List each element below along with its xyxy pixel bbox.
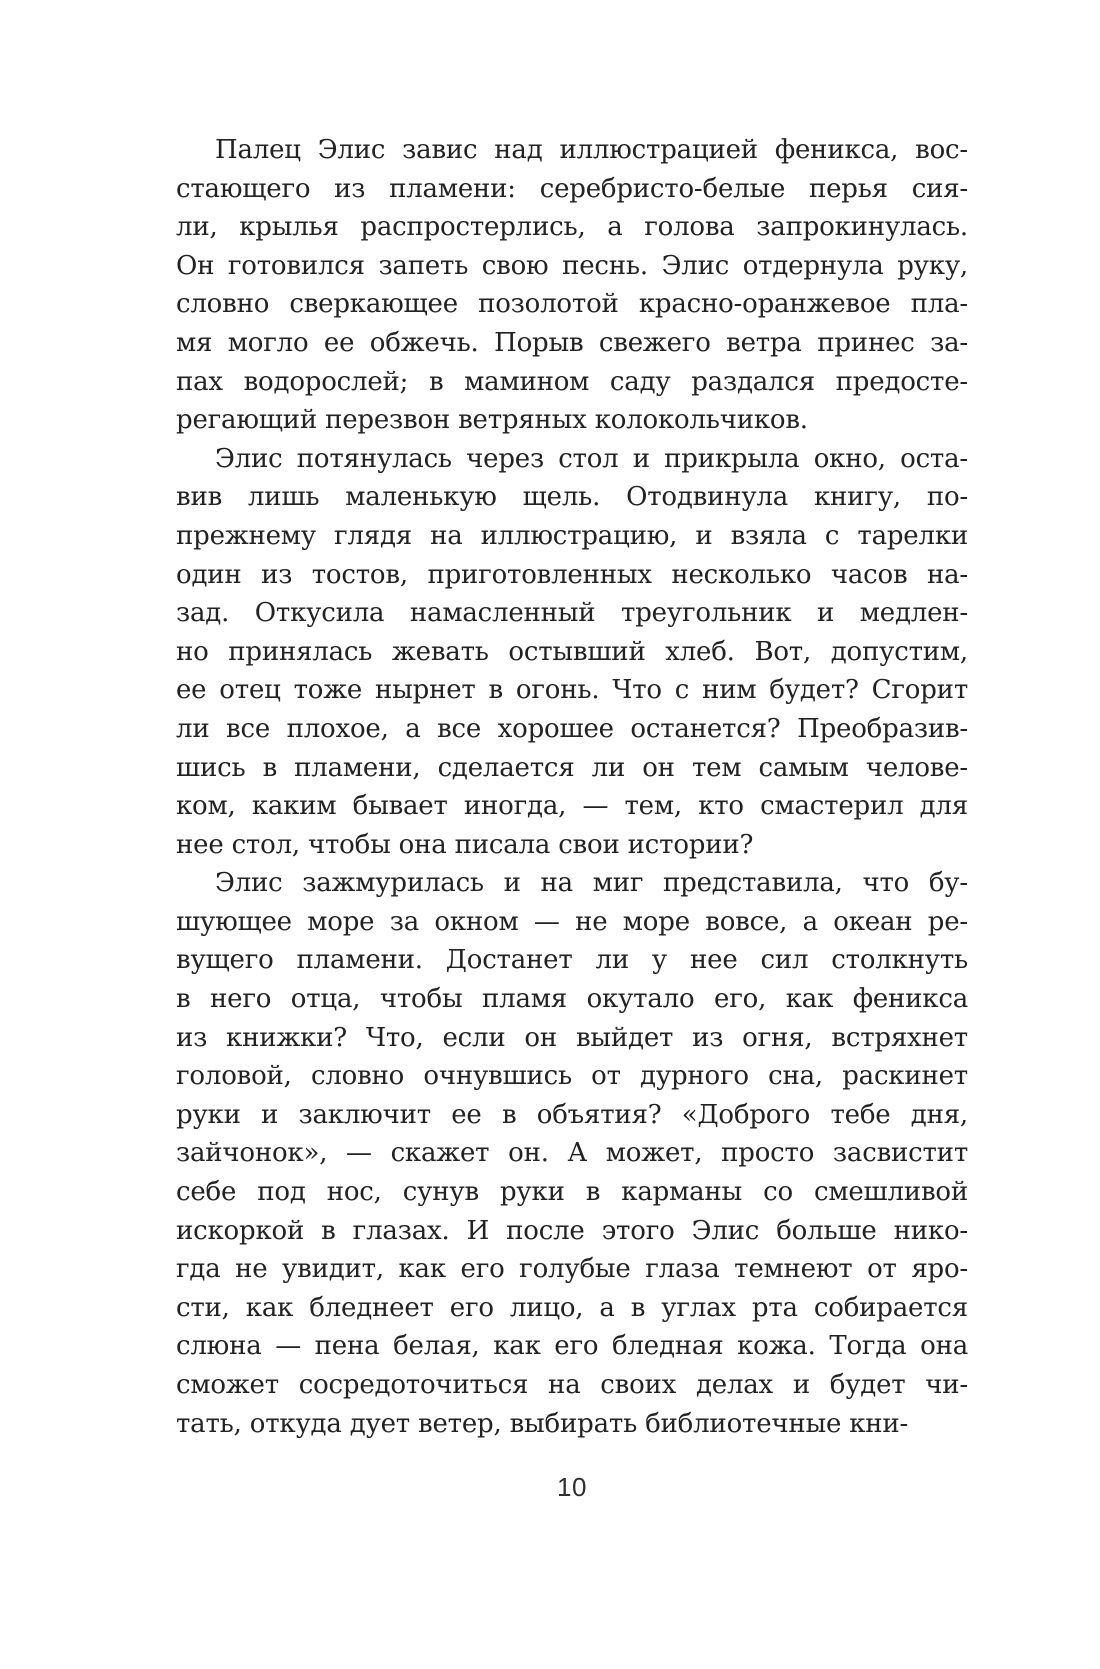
text-line: Элис зажмурилась и на миг представила, что бу- [215, 868, 968, 899]
text-line: тать, откуда дует ветер, выбирать библиотечные кни- [176, 1408, 909, 1439]
text-line: словно сверкающее позолотой красно-оранжевое пла- [176, 289, 968, 320]
text-line: шующее море за окном — не море вовсе, а океан ре- [176, 906, 968, 937]
text-line: прежнему глядя на иллюстрацию, и взяла с тарелки [176, 520, 968, 551]
paragraph [176, 440, 968, 865]
text-line: искоркой в глазах. И после этого Элис больше нико- [176, 1215, 968, 1246]
text-line: себе под нос, сунув руки в карманы со смешливой [176, 1177, 968, 1208]
text-line: стающего из пламени: серебристо-белые перья сия- [176, 173, 968, 204]
text-line: зад. Откусила намасленный треугольник и медлен- [176, 598, 968, 629]
text-line: сти, как бледнеет его лицо, а в углах рта собирается [176, 1292, 968, 1323]
text-line: в него отца, чтобы пламя окутало его, как феникса [176, 984, 968, 1015]
text-line: зайчонок», — скажет он. А может, просто засвистит [176, 1138, 968, 1169]
text-line: вив лишь маленькую щель. Отодвинула книгу, по- [176, 482, 968, 513]
text-line: ком, каким бывает иногда, — тем, кто смастерил для [176, 791, 968, 822]
text-line: из книжки? Что, если он выйдет из огня, встряхнет [176, 1022, 968, 1053]
paragraph [176, 131, 968, 440]
text-line: пах водорослей; в мамином саду раздался предосте- [176, 366, 968, 397]
text-line: гда не увидит, как его голубые глаза темнеют от яро- [176, 1254, 968, 1285]
text-line: слюна — пена белая, как его бледная кожа. Тогда она [176, 1331, 968, 1362]
text-line: шись в пламени, сделается ли он тем самым челове- [176, 752, 968, 783]
text-line: ее отец тоже нырнет в огонь. Что с ним будет? Сгорит [176, 675, 968, 706]
text-line: сможет сосредоточиться на своих делах и будет чи- [176, 1370, 968, 1400]
text-line: ли все плохое, а все хорошее останется? Преобразив- [176, 713, 968, 744]
text-line: мя могло ее обжечь. Порыв свежего ветра принес за- [176, 327, 968, 358]
page-number: 10 [557, 1472, 587, 1502]
text-line: один из тостов, приготовленных несколько часов на- [176, 559, 968, 590]
text-line: вущего пламени. Достанет ли у нее сил столкнуть [176, 945, 968, 976]
text-line: Палец Элис завис над иллюстрацией феникса, вос- [215, 135, 968, 165]
text-block [176, 131, 968, 1443]
text-line: головой, словно очнувшись от дурного сна, раскинет [176, 1061, 968, 1092]
text-line: регающий перезвон ветряных колокольчиков. [176, 405, 808, 436]
text-line: нее стол, чтобы она писала свои истории? [176, 829, 754, 860]
paragraph [176, 864, 968, 1443]
text-line: но принялась жевать остывший хлеб. Вот, допустим, [176, 636, 968, 667]
text-line: ли, крылья распростерлись, а голова запрокинулась. [176, 212, 968, 243]
text-line: Элис потянулась через стол и прикрыла окно, оста- [215, 443, 968, 474]
text-line: руки и заключит ее в объятия? «Доброго тебе дня, [176, 1099, 968, 1130]
text-line: Он готовился запеть свою песнь. Элис отдернула руку, [176, 250, 968, 281]
